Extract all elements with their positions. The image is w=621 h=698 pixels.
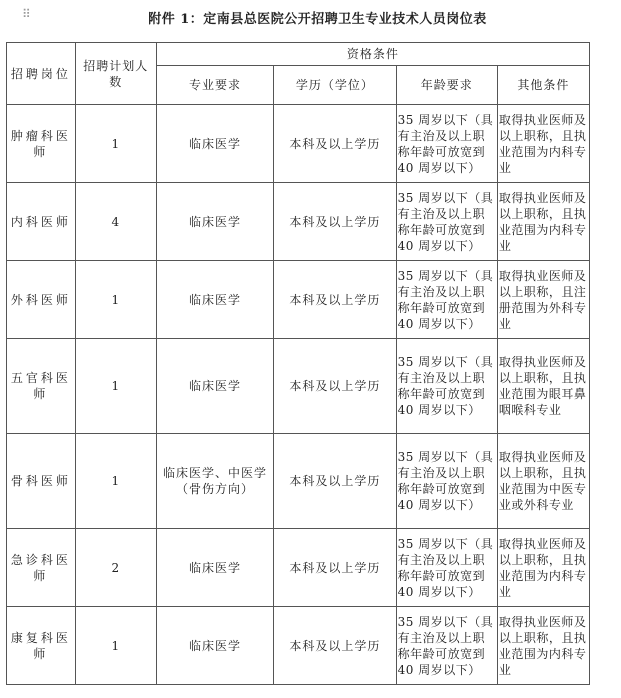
cell-education: 本科及以上学历	[274, 261, 396, 339]
cell-other: 取得执业医师及以上职称，且执业范围为眼耳鼻咽喉科专业	[497, 339, 589, 434]
table-row	[7, 261, 590, 339]
cell-other: 取得执业医师及以上职称，且执业范围为内科专业	[497, 529, 589, 607]
cell-position: 急诊科医师	[7, 529, 76, 607]
header-position: 招聘岗位	[7, 43, 76, 105]
cell-position: 五官科医师	[7, 339, 76, 434]
table-header-row	[7, 43, 590, 66]
cell-education: 本科及以上学历	[274, 607, 396, 685]
cell-age: 35 周岁以下（具有主治及以上职称年龄可放宽到 40 周岁以下）	[396, 434, 497, 529]
cell-age: 35 周岁以下（具有主治及以上职称年龄可放宽到 40 周岁以下）	[396, 261, 497, 339]
cell-education: 本科及以上学历	[274, 529, 396, 607]
cell-position: 外科医师	[7, 261, 76, 339]
cell-major: 临床医学、中医学（骨伤方向）	[156, 434, 273, 529]
drag-handle-icon[interactable]: ⠿	[22, 7, 31, 21]
cell-other: 取得执业医师及以上职称，且注册范围为外科专业	[497, 261, 589, 339]
table-row	[7, 607, 590, 685]
cell-quota: 2	[75, 529, 156, 607]
document-title: 附件 1：定南县总医院公开招聘卫生专业技术人员岗位表	[148, 12, 487, 27]
cell-age: 35 周岁以下（具有主治及以上职称年龄可放宽到 40 周岁以下）	[396, 105, 497, 183]
header-age: 年龄要求	[396, 66, 497, 105]
header-education: 学历（学位）	[274, 66, 396, 105]
cell-major: 临床医学	[156, 261, 273, 339]
table-row	[7, 183, 590, 261]
cell-quota: 1	[75, 261, 156, 339]
header-quota: 招聘计划人数	[75, 43, 156, 105]
cell-age: 35 周岁以下（具有主治及以上职称年龄可放宽到 40 周岁以下）	[396, 339, 497, 434]
cell-age: 35 周岁以下（具有主治及以上职称年龄可放宽到 40 周岁以下）	[396, 529, 497, 607]
cell-major: 临床医学	[156, 105, 273, 183]
cell-other: 取得执业医师及以上职称，且执业范围为内科专业	[497, 105, 589, 183]
cell-quota: 1	[75, 105, 156, 183]
cell-age: 35 周岁以下（具有主治及以上职称年龄可放宽到 40 周岁以下）	[396, 183, 497, 261]
cell-major: 临床医学	[156, 339, 273, 434]
cell-other: 取得执业医师及以上职称，且执业范围为内科专业	[497, 183, 589, 261]
cell-quota: 4	[75, 183, 156, 261]
table-row	[7, 529, 590, 607]
table-row	[7, 339, 590, 434]
header-other: 其他条件	[497, 66, 589, 105]
cell-quota: 1	[75, 339, 156, 434]
cell-education: 本科及以上学历	[274, 105, 396, 183]
cell-position: 康复科医师	[7, 607, 76, 685]
cell-education: 本科及以上学历	[274, 434, 396, 529]
positions-table	[6, 42, 590, 685]
header-qualifications: 资格条件	[156, 43, 589, 66]
cell-education: 本科及以上学历	[274, 339, 396, 434]
cell-age: 35 周岁以下（具有主治及以上职称年龄可放宽到 40 周岁以下）	[396, 607, 497, 685]
cell-major: 临床医学	[156, 529, 273, 607]
cell-quota: 1	[75, 434, 156, 529]
cell-other: 取得执业医师及以上职称，且执业范围为中医专业或外科专业	[497, 434, 589, 529]
table-row	[7, 105, 590, 183]
cell-major: 临床医学	[156, 607, 273, 685]
cell-other: 取得执业医师及以上职称，且执业范围为内科专业	[497, 607, 589, 685]
cell-position: 肿瘤科医师	[7, 105, 76, 183]
cell-education: 本科及以上学历	[274, 183, 396, 261]
cell-position: 内科医师	[7, 183, 76, 261]
header-major: 专业要求	[156, 66, 273, 105]
cell-quota: 1	[75, 607, 156, 685]
cell-position: 骨科医师	[7, 434, 76, 529]
cell-major: 临床医学	[156, 183, 273, 261]
table-row	[7, 434, 590, 529]
